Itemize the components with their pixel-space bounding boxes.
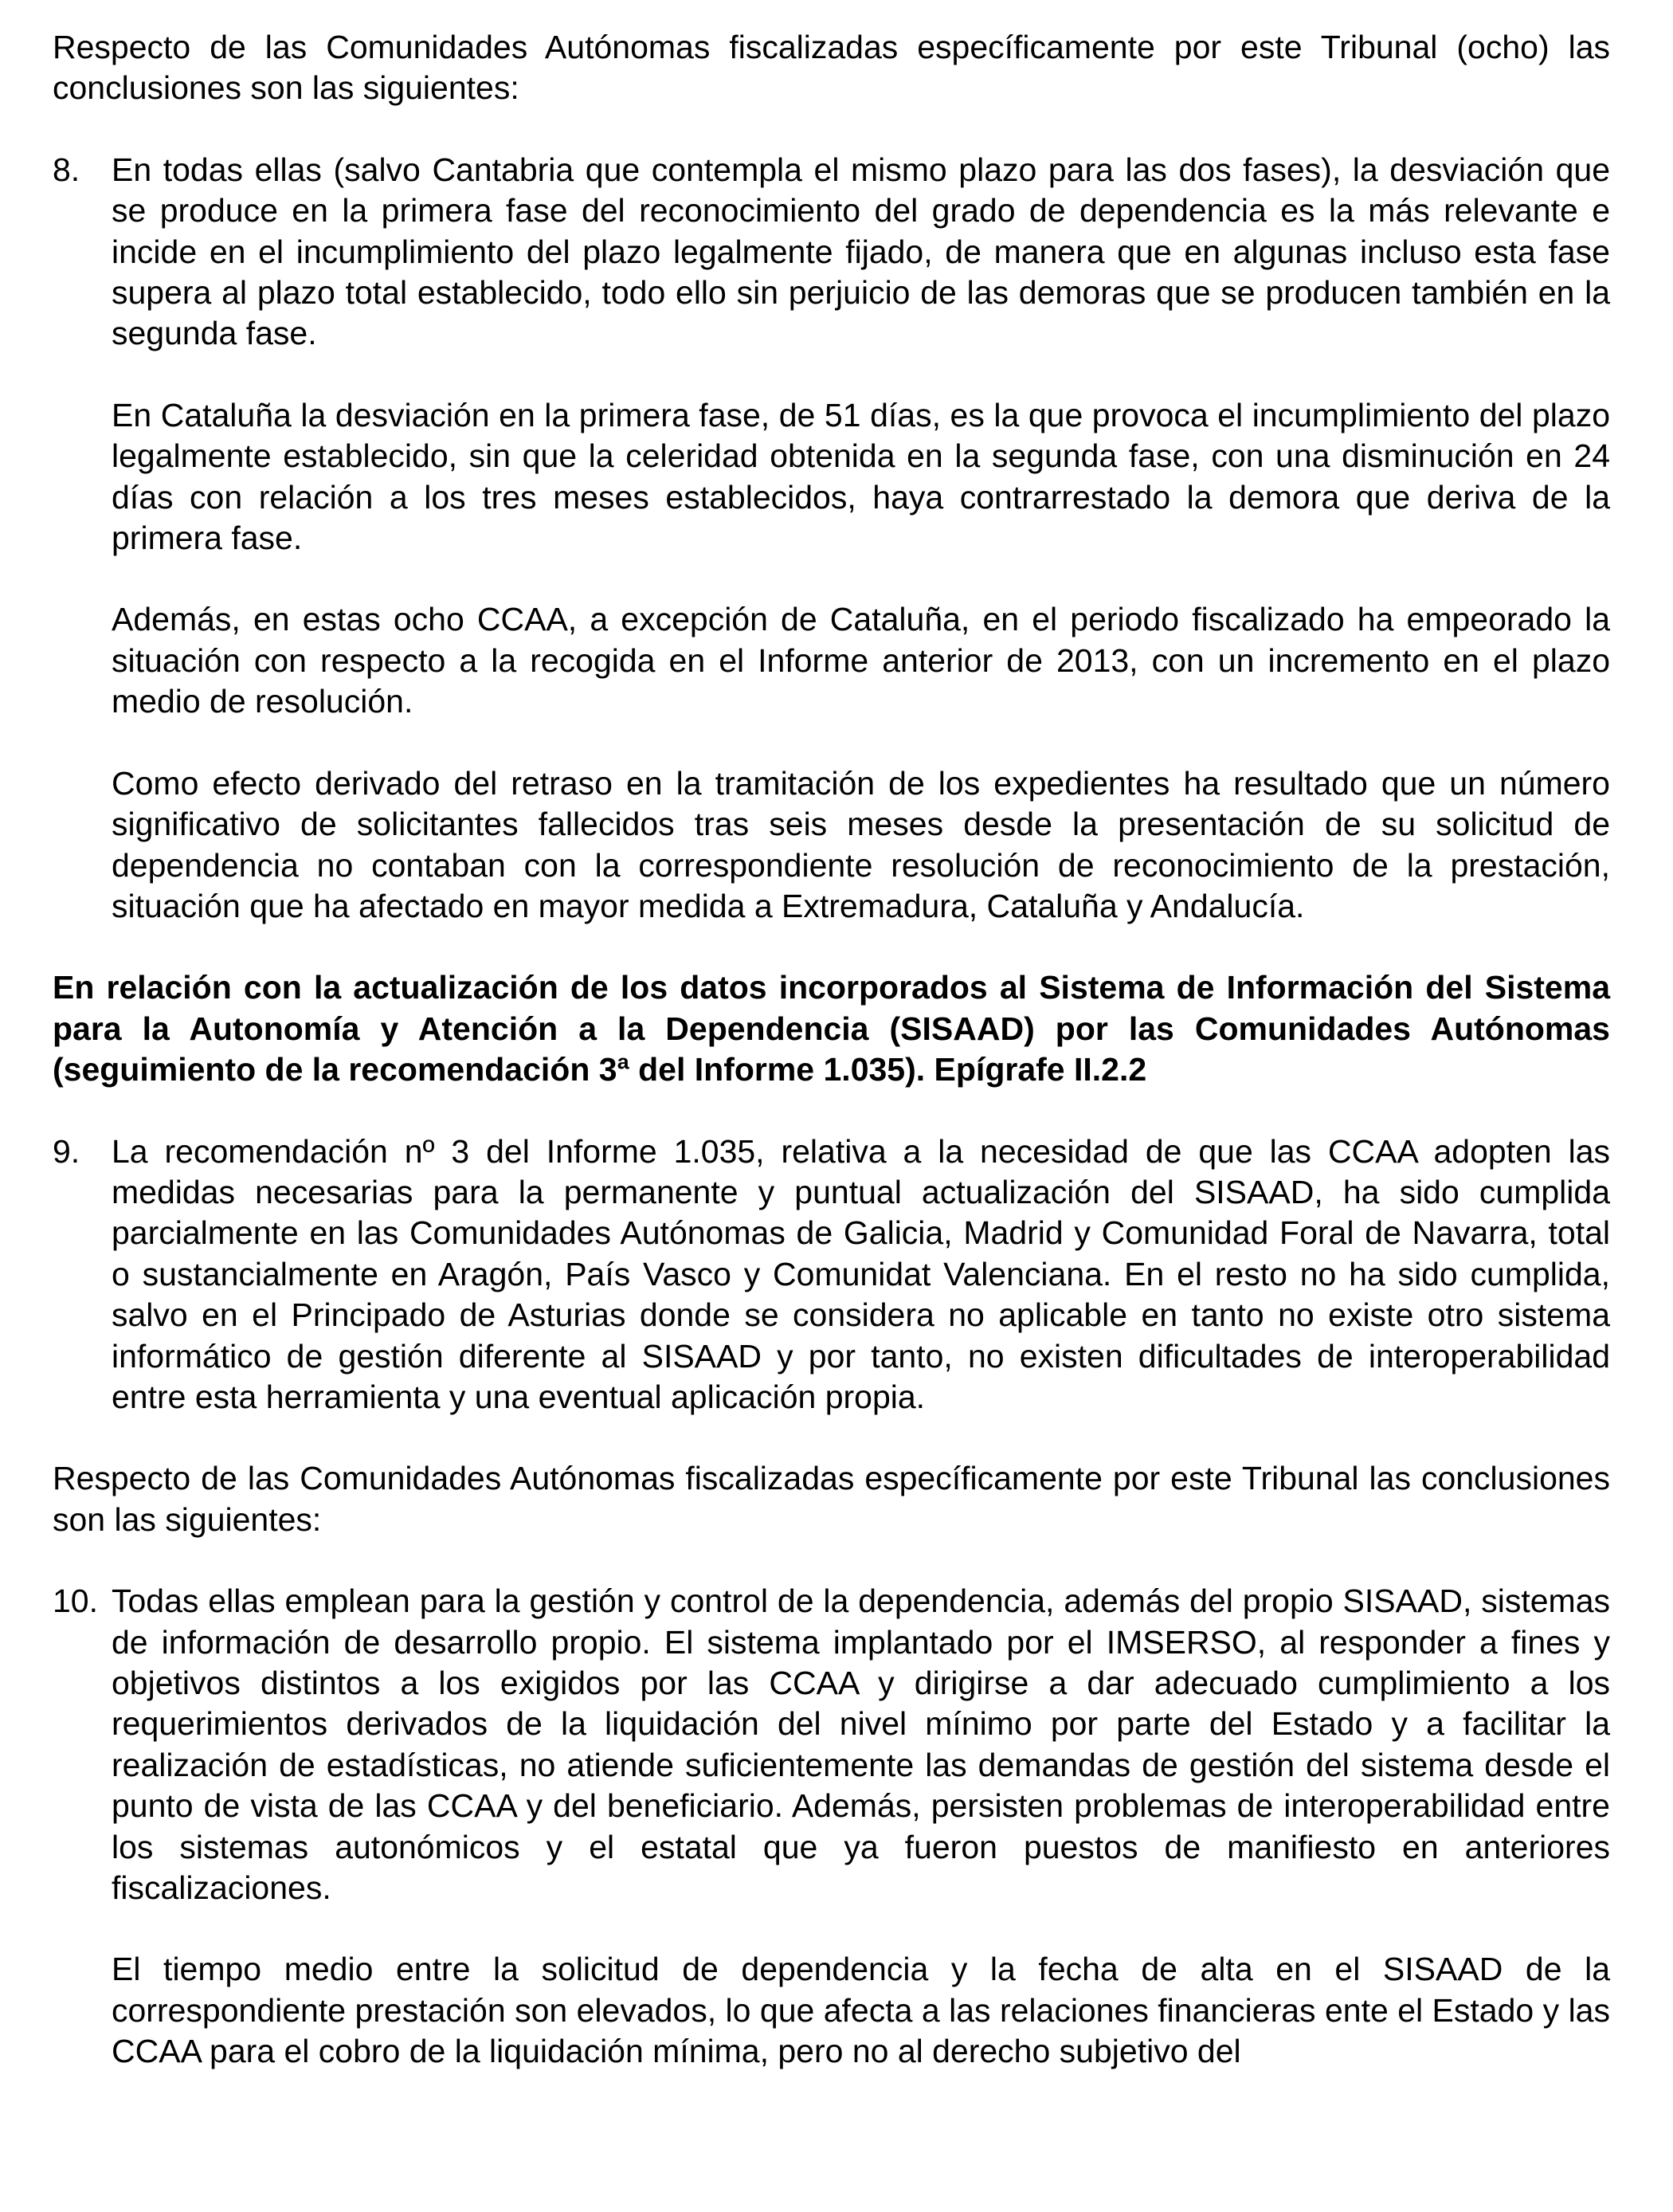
item-9-paragraph-1: La recomendación nº 3 del Informe 1.035, relativa a la necesidad de que las CCAA adopten las medidas necesarias para la permanente y puntual actualización del SISAAD, ha sido cumplida parcialmente en las Comunidades Autónomas de Galicia, Madrid y Comunidad Foral de Navarra, total o sustancialmente en Aragón, País Vasco y Comunidat Valenciana. En el resto no ha sido cumplida, salvo en el Principado de Asturias donde se considera no aplicable en tanto no existe otro sistema informático de gestión diferente al SISAAD y por tanto, no existen dificultades de interoperabilidad entre esta herramienta y una eventual aplicación propia. <box>112 1132 1610 1415</box>
item-8-paragraph-1: En todas ellas (salvo Cantabria que contempla el mismo plazo para las dos fases), la desviación que se produce en la primera fase del reconocimiento del grado de dependencia es la más relevante e incide en el incumplimiento del plazo legalmente fijado, de manera que en algunas incluso esta fase supera al plazo total establecido, todo ello sin perjuicio de las demoras que se producen también en la segunda fase. <box>112 151 1610 352</box>
item-10-paragraph-1: Todas ellas emplean para la gestión y control de la dependencia, además del propio SISAAD, sistemas de información de desarrollo propio. El sistema implantado por el IMSERSO, al responder a fines y objetivos distintos a los exigidos por las CCAA y dirigirse a dar adecuado cumplimiento a los requerimientos derivados de la liquidación del nivel mínimo por parte del Estado y a facilitar la realización de estadísticas, no atiende suficientemente las demandas de gestión del sistema desde el punto de vista de las CCAA y del beneficiario. Además, persisten problemas de interoperabilidad entre los sistemas autonómicos y el estatal que ya fueron puestos de manifiesto en anteriores fiscalizaciones. <box>112 1583 1610 1907</box>
item-number: 10. <box>53 1583 98 1620</box>
section-heading: En relación con la actualización de los datos incorporados al Sistema de Información del Sistema para la Autonomía y Atención a la Dependencia (SISAAD) por las Comunidades Autónomas (seguimiento de la recomendación 3ª del Informe 1.035). Epígrafe II.2.2 <box>53 969 1610 1088</box>
conclusion-item-10 <box>53 1581 1610 2072</box>
intro-paragraph-1: Respecto de las Comunidades Autónomas fiscalizadas específicamente por este Tribunal (ocho) las conclusiones son las siguientes: <box>53 29 1610 107</box>
item-8-paragraph-2: En Cataluña la desviación en la primera fase, de 51 días, es la que provoca el incumplimiento del plazo legalmente establecido, sin que la celeridad obtenida en la segunda fase, con una disminución en 24 días con relación a los tres meses establecidos, haya contrarrestado la demora que deriva de la primera fase. <box>112 396 1610 557</box>
conclusion-item-9 <box>53 1131 1610 1418</box>
item-body <box>112 1131 1610 1418</box>
intro-paragraph-2: Respecto de las Comunidades Autónomas fiscalizadas específicamente por este Tribunal las conclusiones son las siguientes: <box>53 1460 1610 1538</box>
item-8-paragraph-4: Como efecto derivado del retraso en la tramitación de los expedientes ha resultado que un número significativo de solicitantes fallecidos tras seis meses desde la presentación de su solicitud de dependencia no contaban con la correspondiente resolución de reconocimiento de la prestación, situación que ha afectado en mayor medida a Extremadura, Cataluña y Andalucía. <box>112 764 1610 924</box>
item-body <box>112 1581 1610 2072</box>
conclusion-item-8 <box>53 150 1610 928</box>
item-number: 9. <box>53 1132 80 1170</box>
document-page <box>53 27 1610 2113</box>
item-10-paragraph-2: El tiempo medio entre la solicitud de dependencia y la fecha de alta en el SISAAD de la correspondiente prestación son elevados, lo que afecta a las relaciones financieras ente el Estado y las CCAA para el cobro de la liquidación mínima, pero no al derecho subjetivo del <box>112 1951 1610 2070</box>
item-8-paragraph-3: Además, en estas ocho CCAA, a excepción de Cataluña, en el periodo fiscalizado ha empeorado la situación con respecto a la recogida en el Informe anterior de 2013, con un incremento en el plazo medio de resolución. <box>112 601 1610 720</box>
item-body <box>112 150 1610 928</box>
item-number: 8. <box>53 151 80 188</box>
